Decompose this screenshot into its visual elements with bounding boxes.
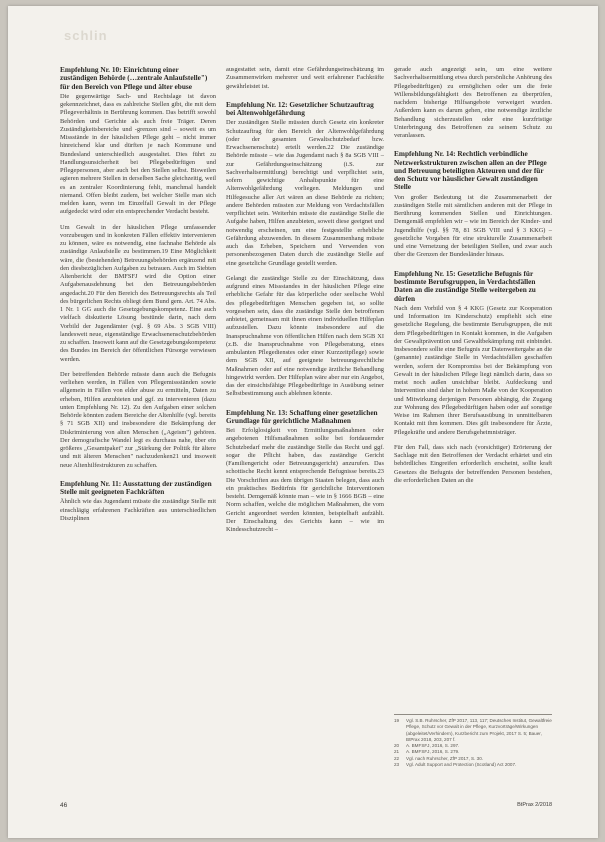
paragraph: Der zuständigen Stelle müssten durch Gesetz ein konkreter Schutzauftrag für den Bereich der Altenwohlgefährdung (oder der gesamten Gewaltschutzbedarf bzw. Erwachsenenschutz) erteilt werden.22 Die zuständige Behörde müsste – wie das Jugendamt nach § 8a SGB VIII – zur Gefährdungseinschätzung (i.S. zur Sachverhaltsermittlung) berechtigt und verpflichtet sein, sofern gewichtige Anhaltspunkte für eine Altenwohlgefährdung vorliegen. Meldungen und Hilfegesuche aller Art wären an diese Behörde zu richten; andere Behörden müssten zur Meldung von Verdachtsfällen verpflichtet sein. Weiterhin müsste die zuständige Stelle die Aufgabe haben, Hilfen anzubieten, soweit diese geeignet und notwendig erscheinen, um eine festgestellte erhebliche Gefährdung abzuwenden. In diesem Zusammenhang müsste auch das Erheben, Speichern und Verwenden von personenbezogenen Daten durch die zuständige Stelle auf eine gesetzliche Grundlage gestellt werden. bbox=[226, 119, 384, 267]
heading-recommendation-10: Empfehlung Nr. 10: Einrichtung einer zuständigen Behörde (…zentrale Anlaufstelle") für den Bereich von Pflege und älter ebuse bbox=[60, 66, 208, 91]
column-left bbox=[60, 66, 216, 791]
paragraph: Ähnlich wie das Jugendamt müsste die zuständige Stelle mit einschlägig erfahrenen Fachkräften aus unterschiedlichen Disziplinen bbox=[60, 498, 216, 522]
paragraph: Bei Erfolglosigkeit von Ermittlungsmaßnahmen oder angebotenen Hilfsmaßnahmen sollte bei fortdauernder Schutzbedarf mehr die zuständige Stelle das Recht und ggf. sogar die Pflicht haben, das zuständige Gericht (Familiengericht oder Betreuungsgericht) anzurufen. Das schottische Recht kennt entsprechende Befugnisse bereits.23 Die Vorschriften aus dem übrigen Staaten belegen, dass auch ein praktisches Bedürfnis für gerichtliche Interventionen besteht. Demgemäß könnte man – wie in § 1666 BGB – eine Norm schaffen, welche die möglichen Maßnahmen, die vom Gericht angeordnet werden könnten, beispielhaft aufzählt. Der Einschaltung des Gerichts kann – wie im Kindesschutzrecht – bbox=[226, 427, 384, 534]
heading-recommendation-15: Empfehlung Nr. 15: Gesetzliche Befugnis für bestimmte Berufsgruppen, in Verdachtsfällen Daten an die zuständige Stelle weitergeben zu dürfen bbox=[394, 268, 536, 303]
footnote bbox=[394, 762, 552, 768]
journal-issue: BtPrax 2/2018 bbox=[517, 802, 552, 808]
heading-recommendation-11: Empfehlung Nr. 11: Ausstattung der zuständigen Stelle mit geeigneten Fachkräften bbox=[60, 478, 212, 497]
paragraph: Gelangt die zuständige Stelle zu der Einschätzung, dass aufgrund eines Missstandes in der häuslichen Pflege eine erhebliche Gefahr für das körperliche oder seelische Wohl des pflegebedürftigen Menschen gegeben ist, so sollte vorgesehen sein, dass die zuständige Stelle den betroffenen anbietet, gemeinsam mit ihnen einen individuellen Hilfeplan aufzustellen. Dazu könnte insbesondere auf die Inanspruchnahme von öffentlichen Hilfen nach dem SGB XI (z.B. die Inanspruchnahme von Pflegeberatung, eines ambulanten Pflegedienstes oder einer Kurzzeitpflege) sowie dem SGB XII, auf geeignete betreuungsrechtliche Maßnahmen oder auf eine notwendige ärztliche Behandlung hingewirkt werden. Der Hilfeplan wäre aber nur ein Angebot, das der einsichtsfähige Pflegebedürftige in Ausübung seiner Selbstbestimmung auch ablehnen könnte. bbox=[226, 274, 384, 398]
paragraph: Nach dem Vorbild von § 4 KKG (Gesetz zur Kooperation und Information im Kinderschutz) empfiehlt sich eine gesetzliche Regelung, die bestimmte Berufsgruppen, die mit dem Pflegebedürftigen in Kontakt kommen, in die Aufgaben der Gewaltprävention und Gewaltbekämpfung mit einbindet. Insbesondere sollte eine Befugnis zur Datenweitergabe an die (genannte) zuständige Stelle in Verdachtsfällen geschaffen werden, sofern der Kompromiss bei der Bekämpfung von Gewalt in der häuslichen Pflege liegt nämlich darin, dass so meist noch außen unsichtbar bleibt. Aufdeckung und Intervention sind daher in hohem Maße von der Kooperation und Mitwirkung derjenigen Personen abhängig, die Zugang zur Wohnung des Pflegebedürftigen haben oder auf sonstige Weise im Rahmen ihrer Berufsausübung in unmittelbaren Kontakt mit ihm kommen. Dies gilt insbesondere für Ärzte, Pflegekräfte und andere Berufsgeheimnisträger. bbox=[394, 304, 552, 436]
column-right bbox=[394, 66, 552, 706]
column-middle bbox=[226, 66, 384, 791]
footnote bbox=[394, 718, 552, 743]
footnote-text: Vgl. S.B. Ruhrscher, ZfP 2017, 113, 117; Deutsches Institut, Gewaltfreie Pflege, Schutz vor Gewalt in der Pflege, Kurzvorträge/Wirkungen (abgeleitet/Verhindern), Kurzbericht zum Projekt, 2017 S. 5; Bauer, BtPrax 2018, 203, 207 f. bbox=[406, 718, 552, 742]
section-header: schlin bbox=[64, 28, 108, 43]
heading-recommendation-13: Empfehlung Nr. 13: Schaffung einer gesetzlichen Grundlage für gerichtliche Maßnahmen bbox=[226, 407, 378, 425]
journal-page bbox=[8, 6, 598, 838]
paragraph: Von großer Bedeutung ist die Zusammenarbeit der zuständigen Stelle mit sämtlichen anderen mit der Pflege in Berührung kommenden Stellen und Einrichtungen. Demgemäß empfehlen wir – wie im Bereich der Kinder- und Jugendhilfe (vgl. §§ 78, 81 SGB VIII und § 3 KKG) – gesetzliche Vorgaben für eine strukturelle Zusammenarbeit und eine Vernetzung der beteiligten Stellen, und zwar auch über die Grenzen der Bundesländer hinaus. bbox=[394, 193, 552, 259]
paragraph: gerade auch angezeigt sein, um eine weitere Sachverhaltsermittlung etwa durch persönliche Anhörung des Pflegebedürftigen) zu ermöglichen oder um die freie Willensbildungsfähigkeit des Betroffenen zu überprüfen, nachdem bisherige Hilfsangebote verweigert wurden. Außerdem kann es darum gehen, eine notwendige ärztliche Behandlung sicherzustellen oder eine kurzfristige Unterbringung des Betroffenen zu seinem Schutz zu veranlassen. bbox=[394, 66, 552, 139]
paragraph: Der betreffenden Behörde müsste dann auch die Befugnis verliehen werden, in Fällen von Pflegemissständen sowie allgemein in Fällen von elder abuse zu ermitteln, Daten zu erheben, Hilfen anzubieten und ggf. zu intervenieren (dazu unten Empfehlung Nr. 12). Zu den Aufgaben einer solchen Behörde könnten zudem Bereiche der Altenhilfe (vgl. bereits § 71 SGB XII) und insbesondere die Bekämpfung der Diskriminierung von alten Menschen („Ageism") gehören. Der demografische Wandel legt es durchaus nahe, über ein größeres „Gesamtpaket" zur „Stärkung der Politik für ältere und mit älteren Menschen" nachzudenken21 und insoweit neue Altenhilfestrukturen zu schaffen. bbox=[60, 370, 216, 469]
footnote-number: 19 bbox=[394, 718, 400, 723]
footnotes bbox=[394, 714, 552, 768]
footnote-text: A. BMFSFJ, 2016, S. 279. bbox=[406, 749, 460, 755]
heading-recommendation-14: Empfehlung Nr. 14: Rechtlich verbindliche Netzwerkstrukturen zwischen allen an der Pflege und Betreuung beteiligten Akteuren und der für den Schutz vor häuslicher Gewalt zuständigen Stelle bbox=[394, 149, 547, 192]
footnote-number: 22 bbox=[394, 755, 400, 761]
paragraph: ausgestattet sein, damit eine Gefährdungseinschätzung im Zusammenwirken mehrerer und weit erfahrener Fachkräfte gewährleistet ist. bbox=[226, 66, 384, 90]
paragraph: Die gegenwärtige Sach- und Rechtslage ist davon gekennzeichnet, dass es zahlreiche Stellen gibt, die mit dem Pflegeverhältnis in Berührung kommen. Das betrifft sowohl Behörden und Gerichte als auch freie Träger. Deren Zuständigkeitsbereiche und -grenzen sind – soweit es um Missstände in der häuslichen Pflege geht – nicht immer hinreichend klar und dürften je nach Kommune und Bundesland unterschiedlich ausgestaltet. Dies führt zu Handlungsunsicherheit bei Pflegebedürftigen und Pflegepersonen, aber auch bei den Stellen selbst. Bisweilen agieren mehrere Stellen in derselben Sache gleichzeitig, weil es an zentraler Koordinierung fehlt, manchmal handelt niemand. Offen bleibt zudem, bei welcher Stelle man sich melden kann, wenn im Einzelfall Gewalt in der Pflege aufgedeckt wird oder ein entsprechender Verdacht besteht. bbox=[60, 92, 216, 216]
footnote-text: A. BMFSFJ, 2016, S. 297. bbox=[406, 743, 460, 749]
paragraph: Um Gewalt in der häuslichen Pflege umfassender vorzubeugen und in konkreten Fällen effektiv intervenieren zu können, wäre es notwendig, eine fachnahe Behörde als zuständige Anlaufstelle zu bestimmen.19 Eine Möglichkeit wäre, die (bestehenden) Betreuungsbehörden ergänzend mit den diesbezüglichen Aufgaben zu betrauen. Auch im Siebten Altenbericht der BMFSFJ wird die Option einer Aufgabenausdehnung bei den Betreuungsbehörden angedacht.20 Für den Bereich des Betreuungsrechts als Teil des bürgerlichen Rechts obliegt dem Bund gem. Art. 74 Abs. 1 Nr. 1 GG auch die Gesetzgebungskompetenz. Eine auch vielfach diskutierte Lösung bestünde darin, nach dem Vorbild der Jugendämter (vgl. § 69 Abs. 3 SGB VIII) landesweit neue, eigenständige Erwachsenenschutzbehörden zu schaffen. Insoweit kann auf die Gesetzgebungskompetenz des Bundes im Bereich der öffentlichen Fürsorge verwiesen werden. bbox=[60, 223, 216, 363]
heading-recommendation-12: Empfehlung Nr. 12: Gesetzlicher Schutzauftrag bei Altenwohlgefährdung bbox=[226, 99, 374, 118]
footnote-number: 20 bbox=[394, 743, 400, 749]
footnote-text: Vgl. Adult Support and Protection (Scotland) Act 2007. bbox=[406, 762, 517, 768]
footnote-text: Vgl. nach Ruhrscher, ZfP 2017, S. 30. bbox=[406, 755, 484, 761]
paragraph: Für den Fall, dass sich nach (vorsichtiger) Erörterung der Sachlage mit den Betroffenen der Verdacht erhärtet und ein behördliches Eingreifen erforderlich erscheint, sollte kraft Gesetzes die Befugnis der betreffenden Personen bestehen, die erforderlichen Daten an die bbox=[394, 443, 552, 484]
footnote-number: 21 bbox=[394, 749, 400, 755]
footnote-number: 23 bbox=[394, 762, 400, 768]
page-number: 46 bbox=[60, 802, 68, 809]
